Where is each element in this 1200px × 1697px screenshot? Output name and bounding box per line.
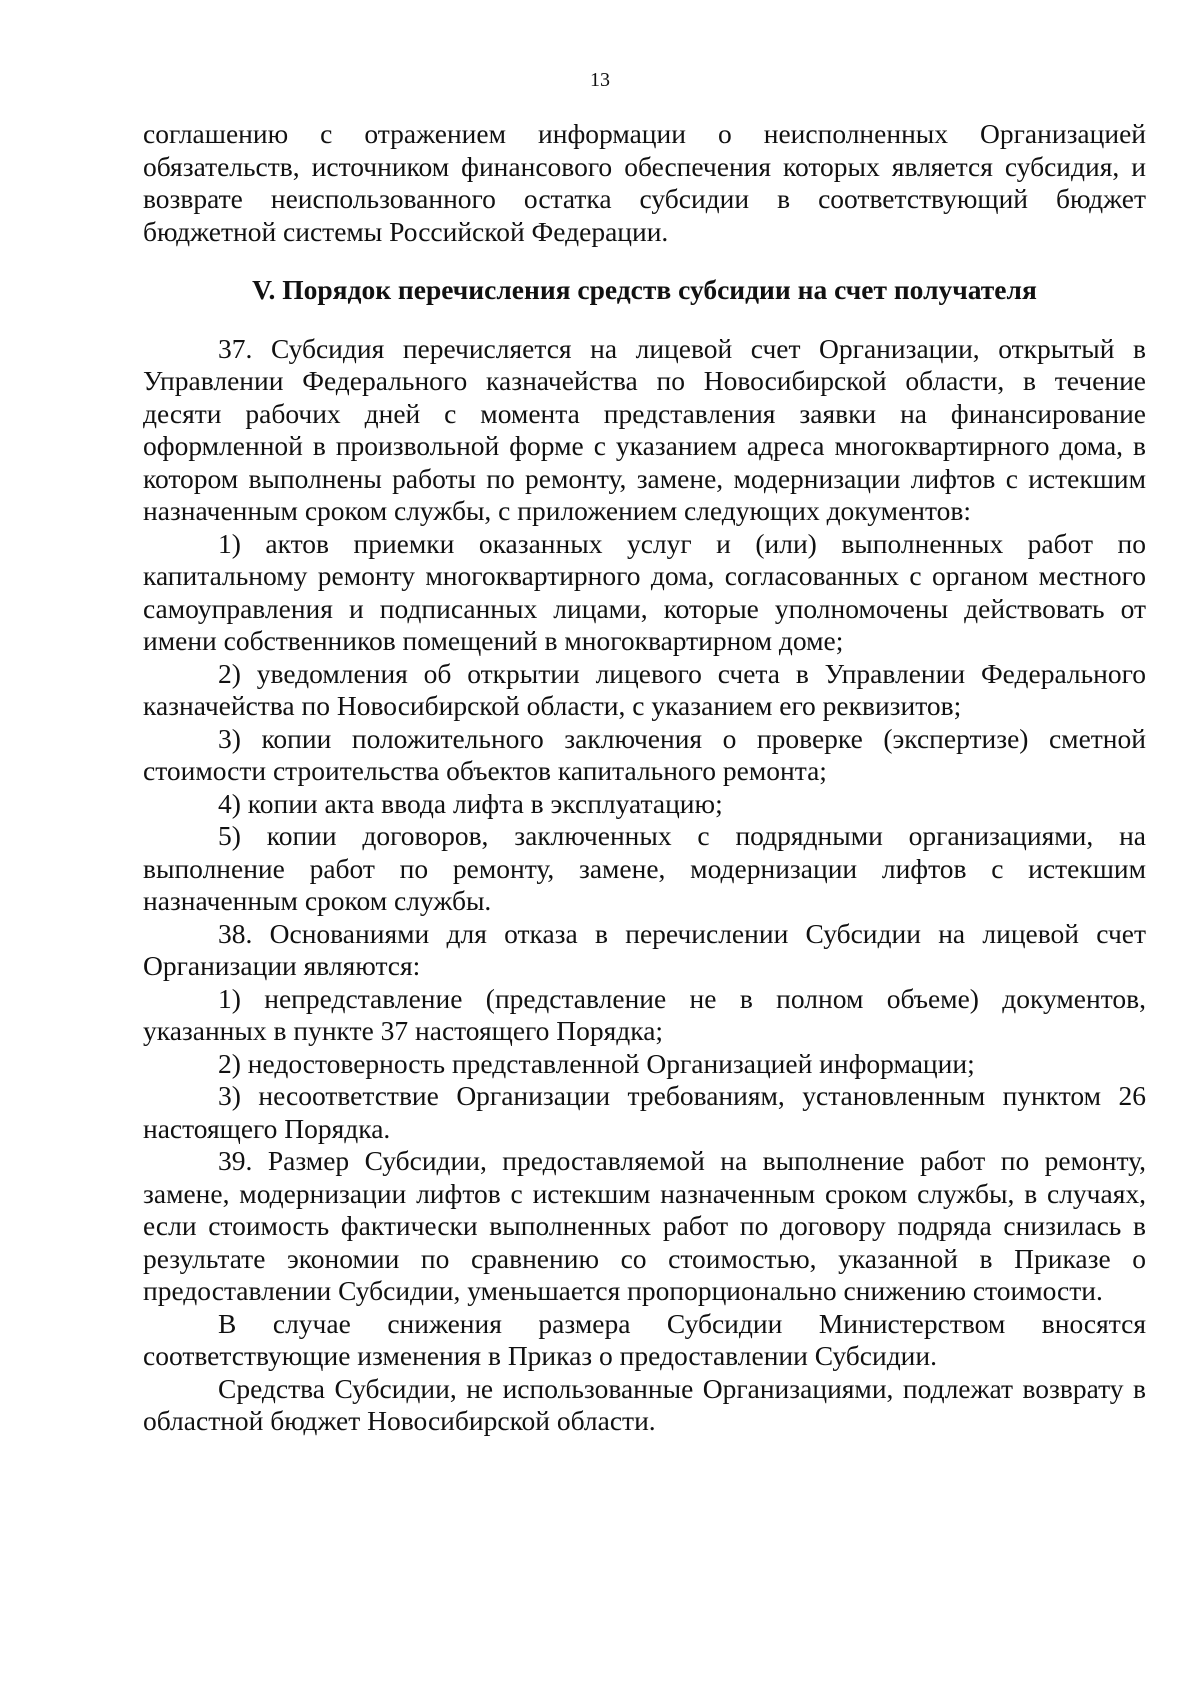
page-number: 13	[590, 69, 610, 91]
paragraph-38: 38. Основаниями для отказа в перечислении Субсидии на лицевой счет Организации являются:	[143, 917, 1146, 981]
paragraph-38-item-3: 3) несоответствие Организации требованиям, установленным пунктом 26 настоящего Порядка.	[143, 1080, 1146, 1144]
paragraph-38-item-2: 2) недостоверность представленной Организацией информации;	[218, 1047, 975, 1079]
paragraph-39-return: Средства Субсидии, не использованные Организациями, подлежат возврату в областной бюджет Новосибирской области.	[143, 1372, 1146, 1436]
paragraph-37-item-1: 1) актов приемки оказанных услуг и (или) выполненных работ по капитальному ремонту многоквартирного дома, согласованных с органом местного самоуправления и подписанных лицами, которые уполномочены действовать от имени собственников помещений в многоквартирном доме;	[143, 527, 1146, 656]
section-heading: V. Порядок перечисления средств субсидии на счет получателя	[252, 274, 1037, 305]
paragraph-37-item-2: 2) уведомления об открытии лицевого счета в Управлении Федерального казначейства по Новосибирской области, с указанием его реквизитов;	[143, 657, 1146, 721]
continuation-paragraph: соглашению с отражением информации о неисполненных Организацией обязательств, источником финансового обеспечения которых является субсидия, и возврате неиспользованного остатка субсидии в соответствующий бюджет бюджетной системы Российской Федерации.	[143, 118, 1146, 247]
paragraph-37-item-3: 3) копии положительного заключения о проверке (экспертизе) сметной стоимости строительства объектов капитального ремонта;	[143, 722, 1146, 786]
paragraph-37: 37. Субсидия перечисляется на лицевой счет Организации, открытый в Управлении Федерального казначейства по Новосибирской области, в течение десяти рабочих дней с момента представления заявки на финансирование оформленной в произвольной форме с указанием адреса многоквартирного дома, в котором выполнены работы по ремонту, замене, модернизации лифтов с истекшим назначенным сроком службы, с приложением следующих документов:	[143, 332, 1146, 526]
document-body	[143, 118, 1146, 1438]
paragraph-38-item-1: 1) непредставление (представление не в полном объеме) документов, указанных в пункте 37 настоящего Порядка;	[143, 982, 1146, 1046]
paragraph-39: 39. Размер Субсидии, предоставляемой на выполнение работ по ремонту, замене, модернизации лифтов с истекшим назначенным сроком службы, в случаях, если стоимость фактически выполненных работ по договору подряда снизилась в результате экономии по сравнению со стоимостью, указанной в Приказе о предоставлении Субсидии, уменьшается пропорционально снижению стоимости.	[143, 1145, 1146, 1306]
paragraph-37-item-5: 5) копии договоров, заключенных с подрядными организациями, на выполнение работ по ремонту, замене, модернизации лифтов с истекшим назначенным сроком службы.	[143, 820, 1146, 916]
paragraph-39-reduction: В случае снижения размера Субсидии Министерством вносятся соответствующие изменения в Приказ о предоставлении Субсидии.	[143, 1307, 1146, 1371]
paragraph-37-item-4: 4) копии акта ввода лифта в эксплуатацию;	[218, 787, 723, 819]
